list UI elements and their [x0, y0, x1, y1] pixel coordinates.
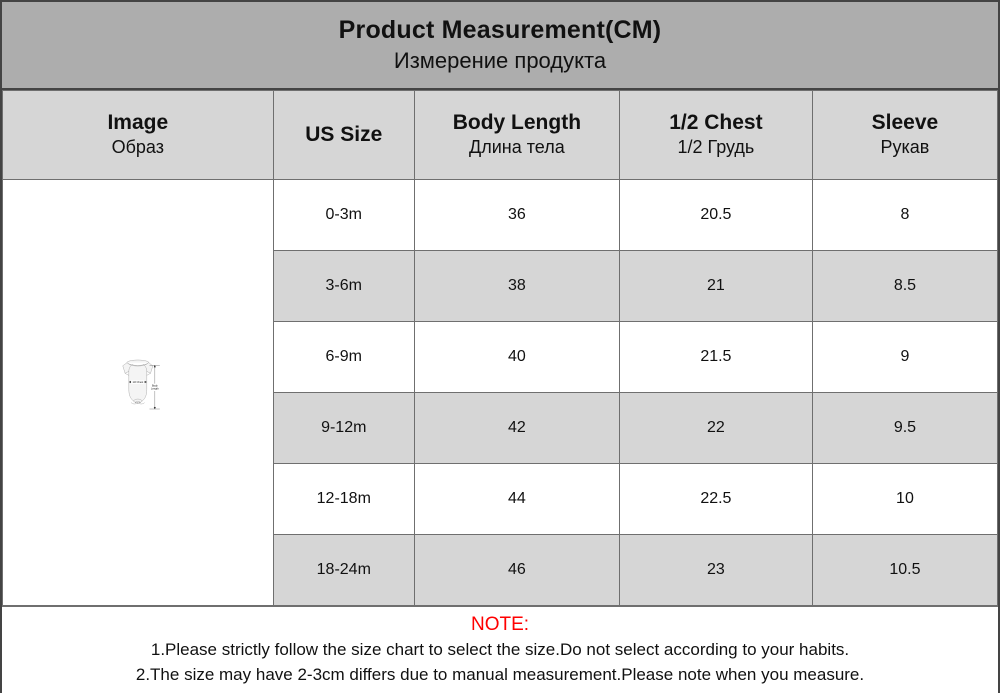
column-header-image-ru: Образ	[111, 137, 164, 158]
cell-us-size: 3-6m	[273, 251, 414, 322]
column-header-half-chest-en: 1/2 Chest	[669, 111, 763, 135]
cell-us-size: 18-24m	[273, 535, 414, 606]
cell-sleeve: 8	[812, 180, 997, 251]
page-subtitle: Измерение продукта	[393, 47, 607, 73]
column-header-us-size-en: US Size	[305, 122, 383, 146]
table-row	[3, 180, 998, 251]
cell-sleeve: 9	[812, 322, 997, 393]
column-header-body-length-en: Body Length	[452, 111, 582, 135]
table-header	[3, 91, 998, 180]
cell-half-chest: 20.5	[619, 180, 812, 251]
cell-body-length: 40	[414, 322, 619, 393]
cell-half-chest: 23	[619, 535, 812, 606]
cell-sleeve: 10.5	[812, 535, 997, 606]
page-title: Product Measurement(CM)	[338, 15, 662, 44]
chest-measure-label: 1/2 Chest	[132, 380, 144, 384]
column-header-body-length	[414, 91, 619, 180]
cell-half-chest: 21	[619, 251, 812, 322]
cell-body-length: 36	[414, 180, 619, 251]
cell-body-length: 46	[414, 535, 619, 606]
column-header-sleeve	[812, 91, 997, 180]
measurement-table	[2, 90, 998, 606]
body-length-label-line2: Length	[150, 387, 159, 391]
column-header-us-size	[273, 91, 414, 180]
table-body	[3, 180, 998, 606]
table-header-row	[3, 91, 998, 180]
cell-sleeve: 10	[812, 464, 997, 535]
garment-illustration-cell	[3, 180, 274, 606]
cell-half-chest: 22	[619, 393, 812, 464]
body-length-label-line1: Body	[151, 384, 158, 388]
note-line-2: 2.The size may have 2-3cm differs due to manual measurement.Please note when you measure.	[135, 665, 865, 685]
cell-half-chest: 21.5	[619, 322, 812, 393]
bodysuit-diagram-icon	[3, 359, 273, 427]
chart-title-band	[2, 2, 998, 90]
cell-body-length: 44	[414, 464, 619, 535]
cell-sleeve: 9.5	[812, 393, 997, 464]
column-header-image-en: Image	[107, 111, 169, 135]
note-section	[2, 606, 998, 696]
column-header-half-chest-ru: 1/2 Грудь	[677, 137, 755, 158]
cell-us-size: 0-3m	[273, 180, 414, 251]
column-header-half-chest	[619, 91, 812, 180]
note-title: NOTE:	[470, 614, 530, 635]
cell-body-length: 42	[414, 393, 619, 464]
column-header-sleeve-ru: Рукав	[880, 137, 930, 158]
cell-us-size: 12-18m	[273, 464, 414, 535]
cell-us-size: 6-9m	[273, 322, 414, 393]
cell-sleeve: 8.5	[812, 251, 997, 322]
column-header-sleeve-en: Sleeve	[871, 111, 939, 135]
cell-body-length: 38	[414, 251, 619, 322]
cell-half-chest: 22.5	[619, 464, 812, 535]
note-line-1: 1.Please strictly follow the size chart to select the size.Do not select according to your habits.	[150, 639, 850, 659]
column-header-image	[3, 91, 274, 180]
cell-us-size: 9-12m	[273, 393, 414, 464]
column-header-body-length-ru: Длина тела	[469, 137, 565, 158]
